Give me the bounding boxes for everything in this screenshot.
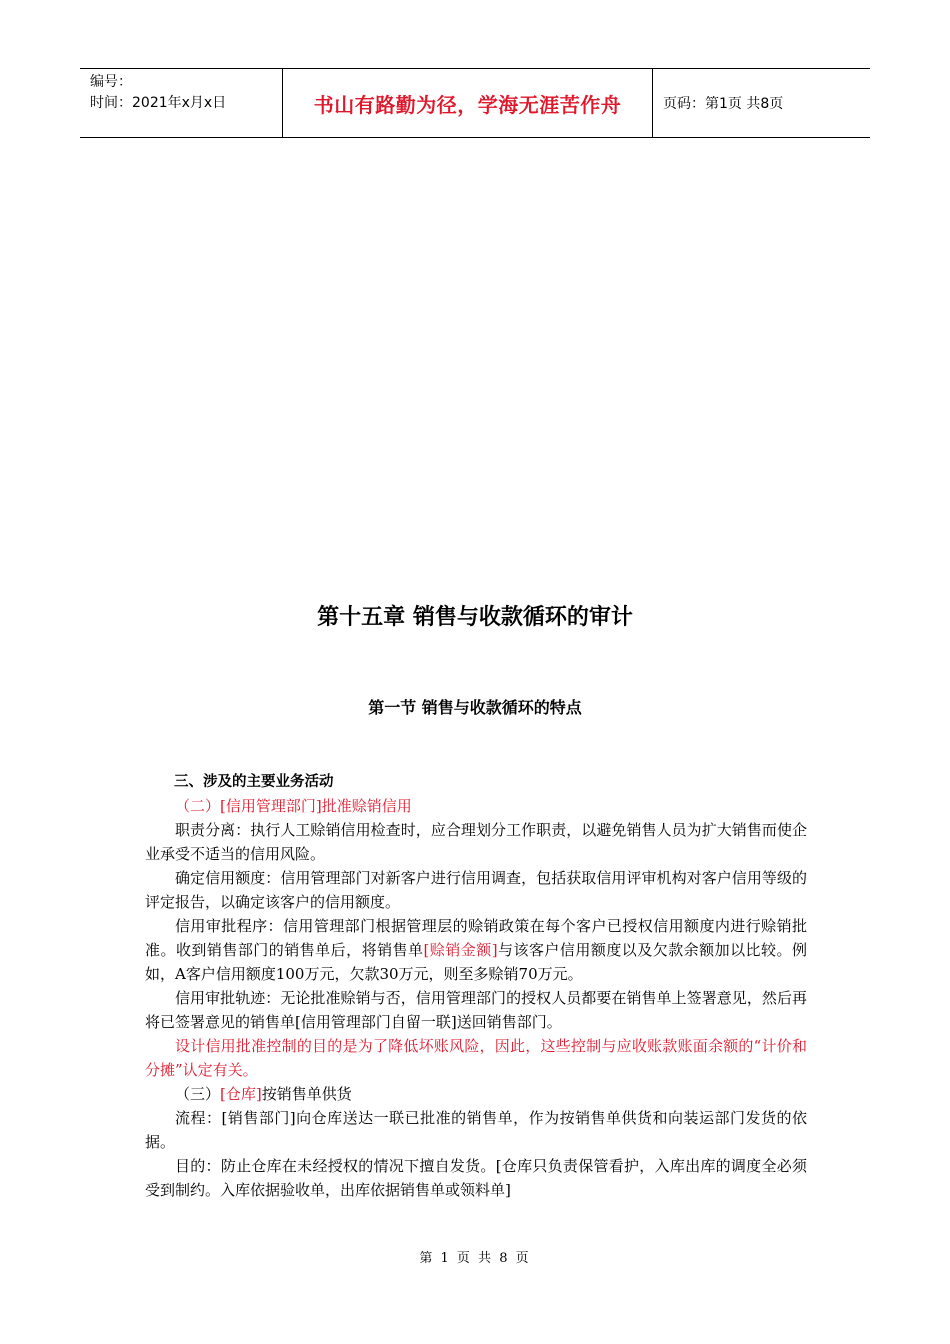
paragraph-purpose: 目的：防止仓库在未经授权的情况下擅自发货。[仓库只负责保管看护，入库出库的调度全必须受到制约。入库依据验收单，出库依据销售单或领料单]: [145, 1157, 807, 1199]
highlighted-term: [赊销金额]: [423, 941, 498, 959]
subsection-heading: 三、涉及的主要业务活动: [174, 774, 334, 790]
paragraph-process: 流程：[销售部门]向仓库送达一联已批准的销售单，作为按销售单供货和向装运部门发货的依据。: [145, 1109, 807, 1151]
text-segment: 与该客户信用额度以及欠款余额加以比较。例如，A客户信用额度100万元，欠款30万元，则至多赊销70万元。: [145, 941, 807, 983]
paragraph-credit-limit: 确定信用额度：信用管理部门对新客户进行信用调查，包括获取信用评审机构对客户信用等级的评定报告，以确定该客户的信用额度。: [145, 869, 807, 911]
section-title: 第一节 销售与收款循环的特点: [368, 698, 582, 717]
item-number: （三）: [175, 1085, 221, 1103]
document-body: [145, 770, 807, 1202]
page-header: [80, 68, 870, 138]
document-time: 时间：2021年x月x日: [90, 95, 227, 111]
header-page-number: 页码：第1页 共8页: [663, 96, 784, 112]
highlighted-term: [仓库]: [220, 1085, 262, 1103]
document-number: 编号：: [90, 74, 132, 90]
item-number: （二）: [175, 797, 221, 815]
text-segment: 信用审批程序：信用管理部门根据管理层的赊销政策在每个客户已授权信用额度内进行赊销批准。收到销售部门的销售单后，将销售单: [145, 917, 807, 959]
paragraph-credit-procedure: [145, 914, 807, 986]
paragraph-control-purpose: 设计信用批准控制的目的是为了降低坏账风险，因此，这些控制与应收账款账面余额的“计价和分摊”认定有关。: [145, 1037, 807, 1079]
paragraph-segregation: 职责分离：执行人工赊销信用检查时，应合理划分工作职责，以避免销售人员为扩大销售而使企业承受不适当的信用风险。: [145, 821, 807, 863]
page-footer: 第 1 页 共 8 页: [419, 1251, 531, 1266]
item-title: 按销售单供货: [261, 1085, 352, 1103]
header-motto: 书山有路勤为径，学海无涯苦作舟: [282, 69, 653, 137]
header-meta: [80, 69, 282, 137]
chapter-title: 第十五章 销售与收款循环的审计: [317, 605, 633, 630]
paragraph-credit-trail: 信用审批轨迹：无论批准赊销与否，信用管理部门的授权人员都要在销售单上签署意见，然后再将已签署意见的销售单[信用管理部门自留一联]送回销售部门。: [145, 989, 807, 1031]
item-title: [信用管理部门]批准赊销信用: [220, 797, 412, 815]
item-heading-credit-approval: [145, 794, 807, 818]
item-heading-warehouse: [145, 1082, 807, 1106]
